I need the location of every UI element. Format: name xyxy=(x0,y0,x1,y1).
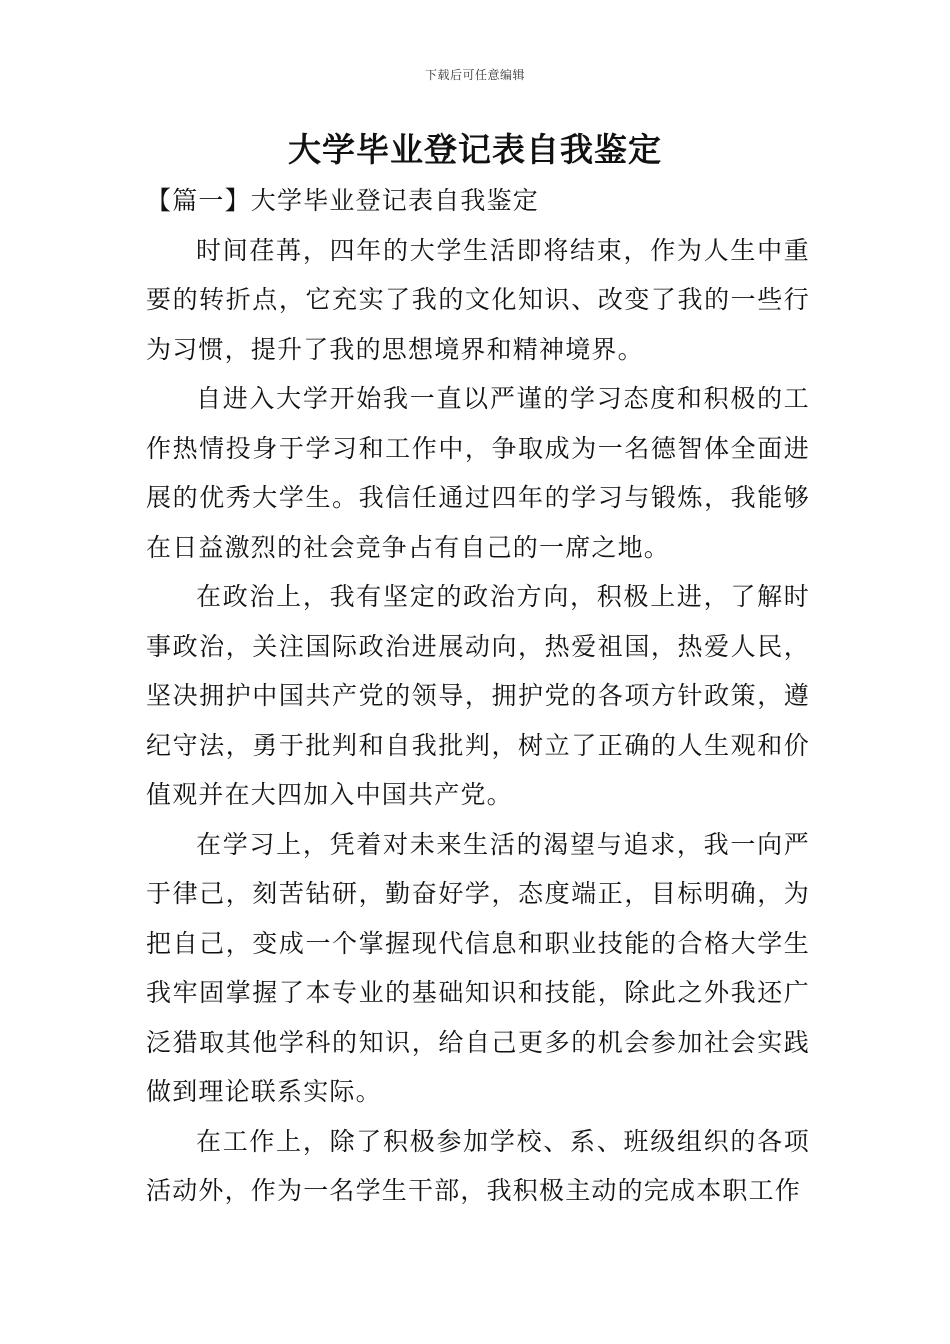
paragraph-1: 时间荏苒，四年的大学生活即将结束，作为人生中重要的转折点，它充实了我的文化知识、改变了我的一些行为习惯，提升了我的思想境界和精神境界。 xyxy=(146,235,810,364)
document-title: 大学毕业登记表自我鉴定 xyxy=(288,130,662,169)
paragraph-3: 在政治上，我有坚定的政治方向，积极上进，了解时事政治，关注国际政治进展动向，热爱祖国，热爱人民，坚决拥护中国共产党的领导，拥护党的各项方针政策，遵纪守法，勇于批判和自我批判，树立了正确的人生观和价值观并在大四加入中国共产党。 xyxy=(146,582,810,809)
paragraph-2: 自进入大学开始我一直以严谨的学习态度和积极的工作热情投身于学习和工作中，争取成为一名德智体全面进展的优秀大学生。我信任通过四年的学习与锻炼，我能够在日益激烈的社会竞争占有自己的一席之地。 xyxy=(146,384,810,562)
section-heading: 【篇一】大学毕业登记表自我鉴定 xyxy=(146,186,540,215)
paragraph-4: 在学习上，凭着对未来生活的渴望与追求，我一向严于律己，刻苦钻研，勤奋好学，态度端正，目标明确，为把自己，变成一个掌握现代信息和职业技能的合格大学生我牢固掌握了本专业的基础知识和技能，除此之外我还广泛猎取其他学科的知识，给自己更多的机会参加社会实践做到理论联系实际。 xyxy=(146,829,810,1106)
header-note: 下载后可任意编辑 xyxy=(424,68,525,82)
paragraph-5: 在工作上，除了积极参加学校、系、班级组织的各项活动外，作为一名学生干部，我积极主动的完成本职工作 xyxy=(146,1126,810,1205)
document-body xyxy=(146,176,810,1216)
